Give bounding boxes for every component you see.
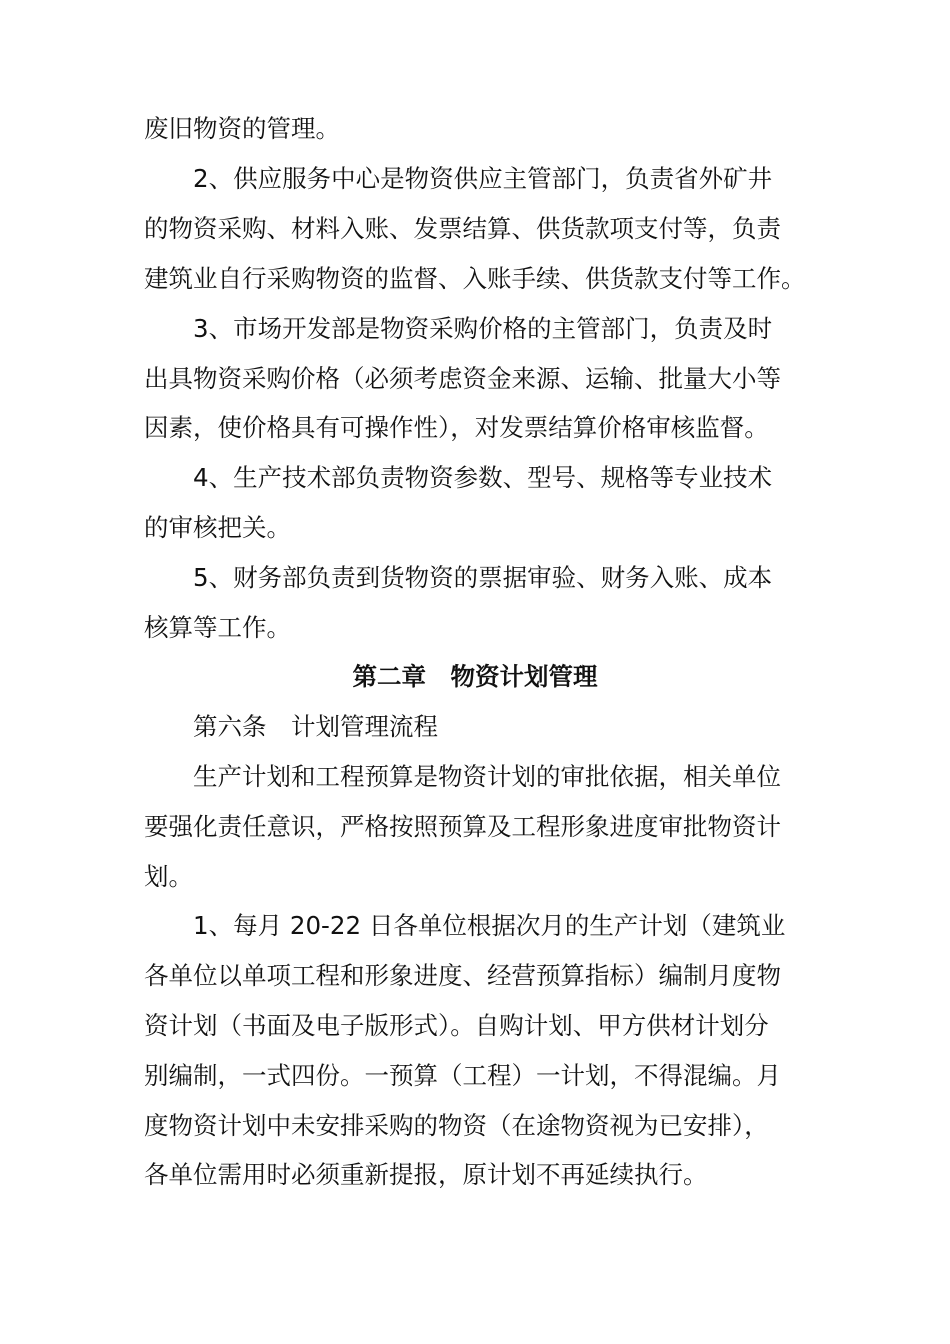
text-line: 别编制，一式四份。一预算（工程）一计划，不得混编。月 [144,1061,781,1090]
text-line: 核算等工作。 [144,613,291,642]
chapter-heading: 第二章 物资计划管理 [352,662,598,691]
text-line: 2、供应服务中心是物资供应主管部门，负责省外矿井 [193,164,773,193]
text-line: 5、财务部负责到货物资的票据审验、财务入账、成本 [193,563,773,592]
text-line: 划。 [144,862,193,891]
text-line: 各单位以单项工程和形象进度、经营预算指标）编制月度物 [144,961,781,990]
text-line: 度物资计划中未安排采购的物资（在途物资视为已安排）， [144,1111,769,1140]
text-line: 的物资采购、材料入账、发票结算、供货款项支付等，负责 [144,214,781,243]
text-line: 4、生产技术部负责物资参数、型号、规格等专业技术 [193,463,773,492]
text-line: 建筑业自行采购物资的监督、入账手续、供货款支付等工作。 [144,264,806,293]
text-line: 的审核把关。 [144,513,291,542]
text-line: 各单位需用时必须重新提报，原计划不再延续执行。 [144,1160,708,1189]
text-line: 生产计划和工程预算是物资计划的审批依据，相关单位 [193,762,781,791]
text-line: 资计划（书面及电子版形式）。自购计划、甲方供材计划分 [144,1011,769,1040]
text-line: 出具物资采购价格（必须考虑资金来源、运输、批量大小等 [144,364,781,393]
text-line: 3、市场开发部是物资采购价格的主管部门，负责及时 [193,314,773,343]
text-line: 废旧物资的管理。 [144,114,340,143]
text-line: 要强化责任意识，严格按照预算及工程形象进度审批物资计 [144,812,781,841]
text-line: 1、每月 20-22 日各单位根据次月的生产计划（建筑业 [193,911,786,940]
text-line: 因素，使价格具有可操作性），对发票结算价格审核监督。 [144,413,769,442]
article-heading: 第六条 计划管理流程 [193,712,438,741]
